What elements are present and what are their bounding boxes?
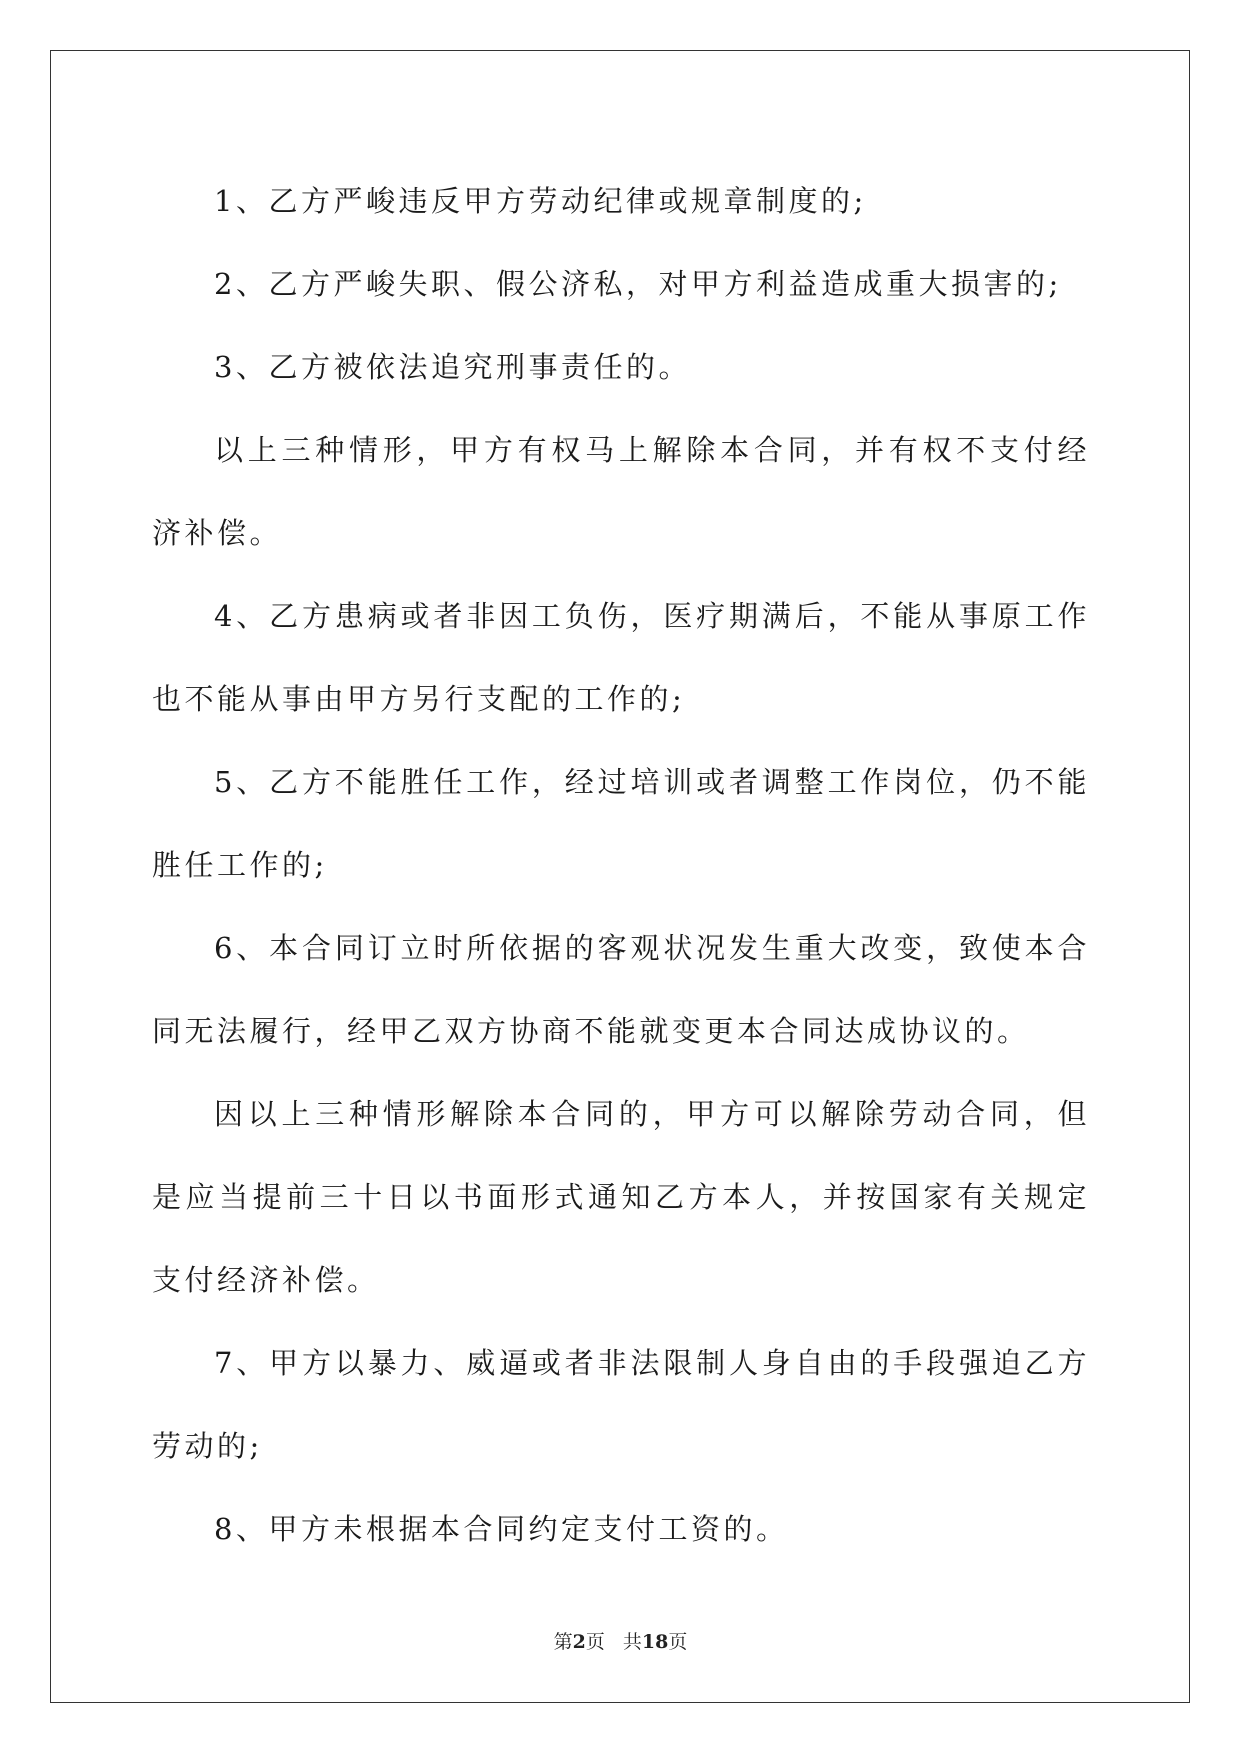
clause-3: 3、乙方被依法追究刑事责任的。 bbox=[214, 350, 691, 384]
total-suffix: 页 bbox=[668, 1631, 688, 1653]
page-suffix: 页 bbox=[585, 1631, 605, 1653]
clause-8: 8、甲方未根据本合同约定支付工资的。 bbox=[214, 1512, 789, 1546]
clause-5: 5、乙方不能胜任工作，经过培训或者调整工作岗位，仍不能胜任工作的; bbox=[152, 765, 1090, 882]
clause-2: 2、乙方严峻失职、假公济私，对甲方利益造成重大损害的; bbox=[214, 267, 1062, 301]
summary-paragraph-2: 因以上三种情形解除本合同的，甲方可以解除劳动合同，但是应当提前三十日以书面形式通知乙方本人，并按国家有关规定支付经济补偿。 bbox=[152, 1097, 1090, 1297]
page-prefix: 第 bbox=[553, 1631, 573, 1653]
document-body bbox=[152, 160, 1090, 1571]
clause-1: 1、乙方严峻违反甲方劳动纪律或规章制度的; bbox=[214, 184, 867, 218]
clause-4: 4、乙方患病或者非因工负伤，医疗期满后，不能从事原工作也不能从事由甲方另行支配的工作的; bbox=[152, 599, 1090, 716]
page-number: 2 bbox=[572, 1631, 586, 1653]
page-footer bbox=[0, 1627, 1241, 1654]
clause-7: 7、甲方以暴力、威逼或者非法限制人身自由的手段强迫乙方劳动的; bbox=[152, 1346, 1090, 1463]
total-prefix: 共 bbox=[622, 1631, 642, 1653]
total-pages: 18 bbox=[641, 1631, 669, 1653]
clause-6: 6、本合同订立时所依据的客观状况发生重大改变，致使本合同无法履行，经甲乙双方协商不能就变更本合同达成协议的。 bbox=[152, 931, 1090, 1048]
summary-paragraph-1: 以上三种情形，甲方有权马上解除本合同，并有权不支付经济补偿。 bbox=[152, 433, 1090, 550]
